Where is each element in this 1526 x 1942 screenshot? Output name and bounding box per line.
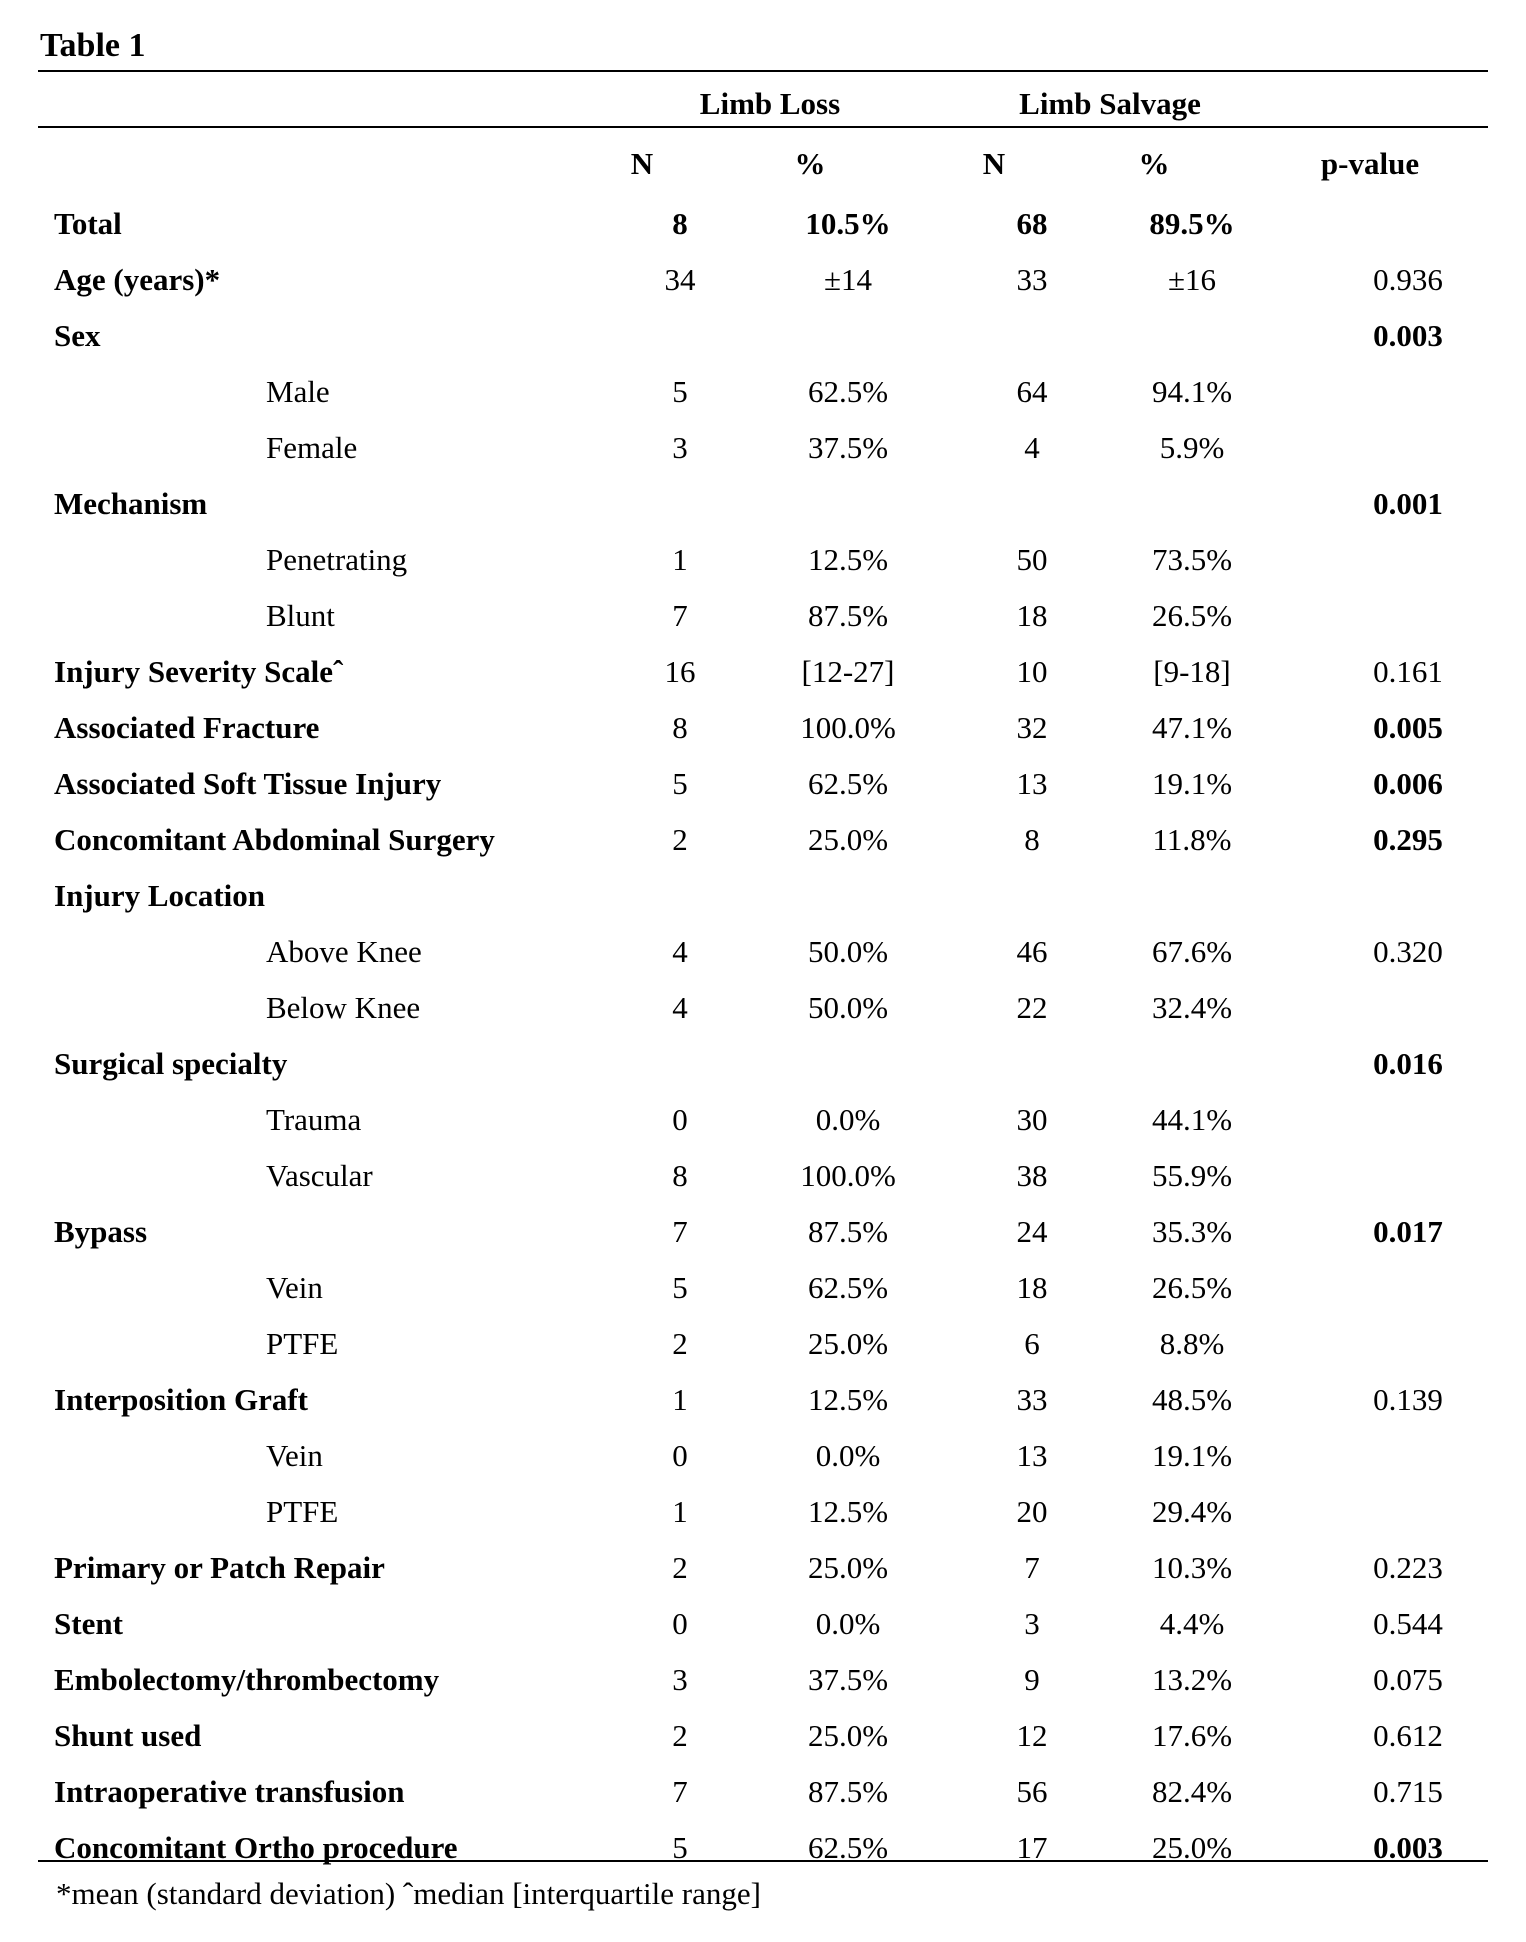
row-label: Primary or Patch Repair	[54, 1550, 385, 1585]
table-row	[38, 980, 1488, 1036]
cell-p-value: 0.715	[1373, 1774, 1443, 1809]
cell-pct-salvage: 67.6%	[1151, 934, 1233, 969]
cell-pct-loss: 12.5%	[807, 542, 889, 577]
table-row	[38, 308, 1488, 364]
cell-n-salvage: 13	[1016, 1438, 1048, 1473]
cell-n-salvage: 68	[1016, 206, 1048, 241]
cell-pct-salvage: 4.4%	[1159, 1606, 1225, 1641]
column-header-pct-loss: %	[794, 146, 826, 181]
cell-n-loss: 7	[672, 1774, 688, 1809]
cell-p-value: 0.544	[1373, 1606, 1443, 1641]
table-row	[38, 1596, 1488, 1652]
cell-pct-salvage: 17.6%	[1151, 1718, 1233, 1753]
cell-n-salvage: 64	[1016, 374, 1048, 409]
cell-n-salvage: 13	[1016, 766, 1048, 801]
cell-pct-loss: 50.0%	[807, 990, 889, 1025]
cell-pct-loss: 12.5%	[807, 1382, 889, 1417]
row-label: Injury Location	[54, 878, 265, 913]
cell-pct-loss: 87.5%	[807, 1214, 889, 1249]
cell-pct-loss: 0.0%	[815, 1438, 881, 1473]
cell-pct-loss: 62.5%	[807, 374, 889, 409]
cell-n-salvage: 4	[1024, 430, 1040, 465]
cell-p-value: 0.017	[1373, 1214, 1443, 1249]
cell-n-loss: 7	[672, 1214, 688, 1249]
data-table	[38, 196, 1488, 1876]
cell-pct-loss: 100.0%	[800, 1158, 896, 1193]
cell-p-value: 0.139	[1373, 1382, 1443, 1417]
cell-pct-salvage: [9-18]	[1153, 654, 1231, 689]
cell-p-value: 0.003	[1373, 318, 1443, 353]
table-row	[38, 1148, 1488, 1204]
row-label: Injury Severity Scaleˆ	[54, 654, 344, 689]
cell-pct-loss: 62.5%	[807, 1270, 889, 1305]
cell-pct-loss: 37.5%	[807, 1662, 889, 1697]
row-label: Associated Soft Tissue Injury	[54, 766, 442, 801]
row-label: Vein	[266, 1438, 323, 1473]
cell-n-loss: 0	[672, 1102, 688, 1137]
table-row	[38, 924, 1488, 980]
cell-n-loss: 4	[672, 934, 688, 969]
cell-pct-salvage: 10.3%	[1151, 1550, 1233, 1585]
cell-pct-loss: 25.0%	[807, 1550, 889, 1585]
table-row	[38, 700, 1488, 756]
cell-n-loss: 16	[664, 654, 696, 689]
top-rule	[38, 70, 1488, 72]
table-row	[38, 812, 1488, 868]
cell-n-salvage: 50	[1016, 542, 1048, 577]
cell-pct-salvage: 82.4%	[1151, 1774, 1233, 1809]
cell-pct-salvage: 48.5%	[1151, 1382, 1233, 1417]
cell-p-value: 0.936	[1373, 262, 1443, 297]
cell-n-loss: 8	[672, 206, 688, 241]
cell-p-value: 0.320	[1373, 934, 1443, 969]
table-row	[38, 1036, 1488, 1092]
cell-n-salvage: 3	[1024, 1606, 1040, 1641]
cell-n-salvage: 17	[1016, 1830, 1048, 1865]
cell-n-salvage: 56	[1016, 1774, 1048, 1809]
row-label: Concomitant Abdominal Surgery	[54, 822, 495, 857]
group-rule	[38, 126, 1488, 128]
cell-n-loss: 2	[672, 1550, 688, 1585]
row-label: Blunt	[266, 598, 335, 633]
table-row	[38, 420, 1488, 476]
cell-pct-salvage: 13.2%	[1151, 1662, 1233, 1697]
table-row	[38, 1260, 1488, 1316]
row-label: Above Knee	[266, 934, 422, 969]
cell-pct-salvage: 89.5%	[1149, 206, 1235, 241]
cell-pct-loss: 0.0%	[815, 1606, 881, 1641]
cell-p-value: 0.006	[1373, 766, 1443, 801]
table-row	[38, 252, 1488, 308]
group-header-limb-loss: Limb Loss	[699, 86, 841, 121]
cell-n-loss: 0	[672, 1606, 688, 1641]
table-row	[38, 1204, 1488, 1260]
row-label: Interposition Graft	[54, 1382, 309, 1417]
cell-pct-salvage: 47.1%	[1151, 710, 1233, 745]
row-label: Sex	[54, 318, 101, 353]
cell-n-salvage: 9	[1024, 1662, 1040, 1697]
cell-n-loss: 1	[672, 1494, 688, 1529]
cell-pct-loss: 12.5%	[807, 1494, 889, 1529]
cell-n-loss: 7	[672, 598, 688, 633]
cell-n-salvage: 7	[1024, 1550, 1040, 1585]
cell-n-salvage: 30	[1016, 1102, 1048, 1137]
table-row	[38, 644, 1488, 700]
row-label: Embolectomy/thrombectomy	[54, 1662, 440, 1697]
cell-p-value: 0.001	[1373, 486, 1443, 521]
table-row	[38, 1652, 1488, 1708]
row-label: Stent	[54, 1606, 123, 1641]
bottom-rule	[38, 1860, 1488, 1862]
cell-pct-salvage: ±16	[1167, 262, 1216, 297]
cell-n-loss: 5	[672, 766, 688, 801]
cell-pct-loss: 10.5%	[805, 206, 891, 241]
cell-pct-salvage: 35.3%	[1151, 1214, 1233, 1249]
cell-pct-salvage: 26.5%	[1151, 1270, 1233, 1305]
cell-n-loss: 4	[672, 990, 688, 1025]
cell-pct-loss: ±14	[823, 262, 872, 297]
cell-n-salvage: 18	[1016, 598, 1048, 633]
table-row	[38, 1428, 1488, 1484]
cell-n-salvage: 33	[1016, 1382, 1048, 1417]
column-header-n-loss: N	[630, 146, 654, 181]
cell-n-loss: 5	[672, 1830, 688, 1865]
row-label: Concomitant Ortho procedure	[54, 1830, 458, 1865]
cell-n-salvage: 46	[1016, 934, 1048, 969]
table-row	[38, 532, 1488, 588]
cell-pct-loss: 0.0%	[815, 1102, 881, 1137]
row-label: Surgical specialty	[54, 1046, 288, 1081]
cell-n-salvage: 10	[1016, 654, 1048, 689]
table-row	[38, 588, 1488, 644]
cell-n-loss: 3	[672, 430, 688, 465]
cell-pct-salvage: 55.9%	[1151, 1158, 1233, 1193]
cell-pct-salvage: 26.5%	[1151, 598, 1233, 633]
row-label: PTFE	[266, 1326, 339, 1361]
cell-pct-salvage: 94.1%	[1151, 374, 1233, 409]
row-label: Trauma	[266, 1102, 362, 1137]
cell-n-loss: 5	[672, 374, 688, 409]
cell-pct-salvage: 19.1%	[1151, 766, 1233, 801]
row-label: Age (years)*	[54, 262, 221, 297]
row-label: Below Knee	[266, 990, 421, 1025]
row-label: Male	[266, 374, 330, 409]
cell-pct-loss: 87.5%	[807, 598, 889, 633]
row-label: PTFE	[266, 1494, 339, 1529]
row-label: Vein	[266, 1270, 323, 1305]
table-row	[38, 1820, 1488, 1876]
row-label: Intraoperative transfusion	[54, 1774, 405, 1809]
cell-n-loss: 8	[672, 710, 688, 745]
cell-n-loss: 34	[664, 262, 696, 297]
cell-n-salvage: 20	[1016, 1494, 1048, 1529]
cell-n-loss: 2	[672, 1326, 688, 1361]
table-row	[38, 1092, 1488, 1148]
table-row	[38, 1540, 1488, 1596]
cell-pct-loss: 25.0%	[807, 1326, 889, 1361]
cell-n-loss: 1	[672, 1382, 688, 1417]
column-header-n-salvage: N	[982, 146, 1006, 181]
cell-n-loss: 1	[672, 542, 688, 577]
cell-pct-loss: 37.5%	[807, 430, 889, 465]
cell-pct-loss: 25.0%	[807, 822, 889, 857]
cell-n-loss: 0	[672, 1438, 688, 1473]
cell-pct-salvage: 44.1%	[1151, 1102, 1233, 1137]
cell-pct-loss: 50.0%	[807, 934, 889, 969]
table-row	[38, 476, 1488, 532]
row-label: Bypass	[54, 1214, 148, 1249]
row-label: Penetrating	[266, 542, 408, 577]
row-label: Female	[266, 430, 358, 465]
cell-pct-salvage: 19.1%	[1151, 1438, 1233, 1473]
cell-n-salvage: 32	[1016, 710, 1048, 745]
cell-n-salvage: 38	[1016, 1158, 1048, 1193]
table-title: Table 1	[40, 27, 146, 64]
cell-pct-loss: 62.5%	[807, 1830, 889, 1865]
cell-pct-loss: 100.0%	[800, 710, 896, 745]
table-row	[38, 1484, 1488, 1540]
row-label: Associated Fracture	[54, 710, 320, 745]
cell-n-salvage: 24	[1016, 1214, 1048, 1249]
group-header-limb-salvage: Limb Salvage	[1019, 86, 1201, 121]
cell-n-salvage: 22	[1016, 990, 1048, 1025]
cell-n-loss: 2	[672, 822, 688, 857]
table-row	[38, 1708, 1488, 1764]
cell-p-value: 0.223	[1373, 1550, 1443, 1585]
cell-n-salvage: 12	[1016, 1718, 1048, 1753]
table-row	[38, 868, 1488, 924]
row-label: Shunt used	[54, 1718, 202, 1753]
table-row	[38, 1764, 1488, 1820]
cell-p-value: 0.003	[1373, 1830, 1443, 1865]
cell-pct-loss: 62.5%	[807, 766, 889, 801]
cell-p-value: 0.295	[1373, 822, 1443, 857]
cell-pct-salvage: 32.4%	[1151, 990, 1233, 1025]
table-footnote: *mean (standard deviation) ˆmedian [interquartile range]	[56, 1876, 761, 1911]
column-header-pct-salvage: %	[1138, 146, 1170, 181]
cell-pct-loss: 25.0%	[807, 1718, 889, 1753]
cell-pct-loss: [12-27]	[801, 654, 895, 689]
cell-pct-loss: 87.5%	[807, 1774, 889, 1809]
column-header-p-value: p-value	[1320, 146, 1420, 181]
table-row	[38, 196, 1488, 252]
table-row	[38, 364, 1488, 420]
cell-pct-salvage: 8.8%	[1159, 1326, 1225, 1361]
cell-n-salvage: 8	[1024, 822, 1040, 857]
cell-n-salvage: 6	[1024, 1326, 1040, 1361]
cell-pct-salvage: 25.0%	[1151, 1830, 1233, 1865]
cell-p-value: 0.016	[1373, 1046, 1443, 1081]
row-label: Vascular	[266, 1158, 373, 1193]
cell-p-value: 0.161	[1373, 654, 1443, 689]
cell-pct-salvage: 29.4%	[1151, 1494, 1233, 1529]
cell-n-loss: 3	[672, 1662, 688, 1697]
cell-n-salvage: 18	[1016, 1270, 1048, 1305]
cell-pct-salvage: 73.5%	[1151, 542, 1233, 577]
cell-n-loss: 2	[672, 1718, 688, 1753]
row-label: Mechanism	[54, 486, 208, 521]
row-label: Total	[54, 206, 122, 241]
cell-pct-salvage: 5.9%	[1159, 430, 1225, 465]
cell-n-loss: 8	[672, 1158, 688, 1193]
table-row	[38, 1316, 1488, 1372]
table-row	[38, 1372, 1488, 1428]
cell-p-value: 0.005	[1373, 710, 1443, 745]
cell-p-value: 0.075	[1373, 1662, 1443, 1697]
cell-pct-salvage: 11.8%	[1152, 822, 1232, 857]
cell-p-value: 0.612	[1373, 1718, 1443, 1753]
cell-n-salvage: 33	[1016, 262, 1048, 297]
cell-n-loss: 5	[672, 1270, 688, 1305]
table-row	[38, 756, 1488, 812]
